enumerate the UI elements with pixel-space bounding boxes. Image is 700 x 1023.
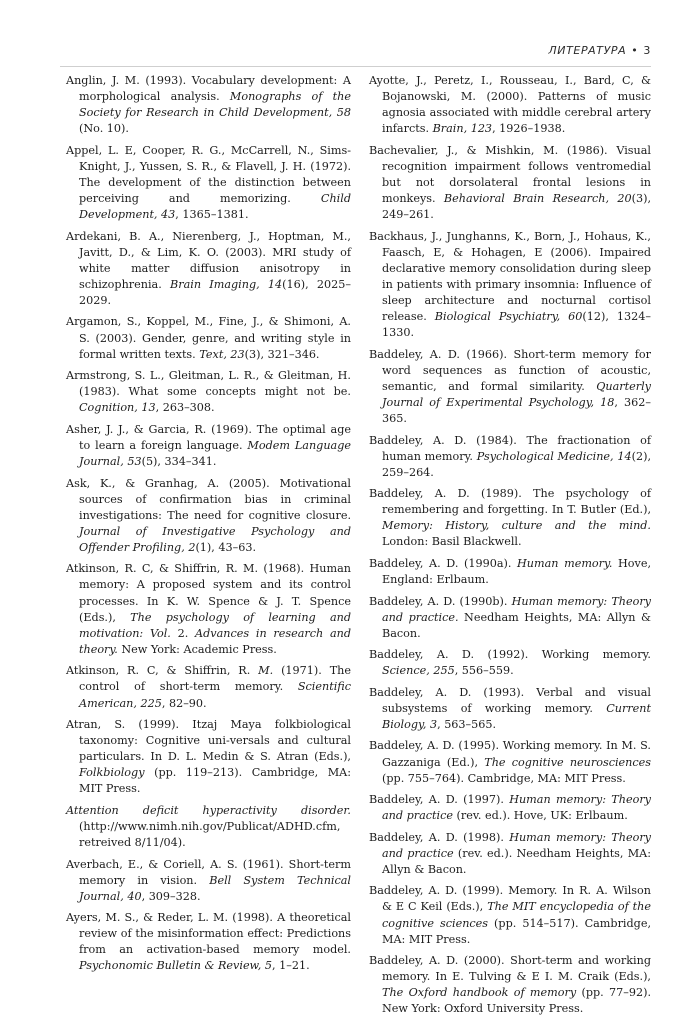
reference-title: Attention deficit hyperactivity disorder. bbox=[66, 803, 351, 817]
reference-entry bbox=[369, 433, 651, 481]
reference-title: Quarterly Journal of Experimental Psychology, 18 bbox=[382, 379, 651, 409]
reference-entry bbox=[66, 857, 351, 905]
reference-text: (3), 321–346. bbox=[244, 347, 320, 361]
reference-entry bbox=[66, 143, 351, 223]
reference-text: (pp. 514–517). Cambridge, MA: MIT Press. bbox=[382, 916, 651, 946]
reference-entry bbox=[66, 663, 351, 711]
reference-text: Atkinson, R. C, & Shiffrin, R. M. (1968). Human memory: A proposed system and its control processes. In K. W. Spence & J. T. Spence (Eds.), bbox=[66, 562, 351, 624]
reference-entry bbox=[369, 685, 651, 733]
reference-text: Baddeley, A. D. (2000). Short-term and working memory. In E. Tulving & E I. M. Craik (Eds.), bbox=[369, 954, 651, 984]
reference-text: Baddeley, A. D. (1998). bbox=[369, 830, 510, 844]
reference-text: Asher, J. J., & Garcia, R. (1969). The optimal age to learn a foreign language. bbox=[66, 422, 351, 452]
reference-entry bbox=[369, 953, 651, 1017]
reference-text: Baddeley, A. D. (1984). The fractionation of human memory. bbox=[369, 433, 651, 463]
reference-text: Baddeley, A. D. (1990b). bbox=[369, 594, 512, 608]
reference-text: Appel, L. E, Cooper, R. G., McCarrell, N., Sims-Knight, J., Yussen, S. R., & Flavell, J. H. (1972). The development of the distinction between perceiving and memorizing. bbox=[66, 143, 351, 206]
reference-text: (1971). The control of short-term memory. bbox=[79, 664, 351, 694]
reference-title: Brain Imaging, 14 bbox=[170, 277, 283, 291]
reference-text: Averbach, E., & Coriell, A. S. (1961). Short-term memory in vision. bbox=[66, 857, 351, 887]
page-number: 3 bbox=[643, 44, 651, 57]
reference-text: , 82–90. bbox=[161, 696, 207, 710]
reference-text: Argamon, S., Koppel, M., Fine, J., & Shimoni, A. S. (2003). Gender, genre, and writing style in formal written texts. bbox=[66, 315, 351, 361]
header-separator: • bbox=[631, 44, 639, 57]
reference-text: (pp. 755–764). Cambridge, MA: MIT Press. bbox=[382, 771, 626, 785]
reference-entry bbox=[66, 803, 351, 851]
reference-text: , 556–559. bbox=[454, 664, 514, 678]
reference-title: Cognition, 13 bbox=[79, 401, 156, 415]
reference-entry bbox=[369, 830, 651, 878]
reference-text: , 1926–1938. bbox=[492, 122, 566, 136]
reference-entry bbox=[369, 73, 651, 137]
reference-title: Human memory: Theory and practice bbox=[382, 793, 651, 823]
reference-text: (1), 43–63. bbox=[195, 540, 257, 554]
reference-text: , 362–365. bbox=[382, 395, 651, 426]
reference-entry bbox=[66, 561, 351, 658]
reference-entry bbox=[66, 73, 351, 137]
reference-text: Bachevalier, J., & Mishkin, M. (1986). Visual recognition impairment follows ventromedial but not dorsolateral frontal lesions in monkeys. bbox=[369, 143, 651, 206]
reference-title: Human memory. bbox=[517, 556, 613, 570]
reference-text: , 1365–1381. bbox=[175, 208, 249, 222]
reference-text: (No. 10). bbox=[79, 122, 129, 136]
right-column bbox=[369, 73, 651, 1023]
reference-entry bbox=[66, 717, 351, 797]
reference-title: Biological Psychiatry, 60 bbox=[434, 310, 583, 324]
reference-text: Atran, S. (1999). Itzaj Maya folkbiological taxonomy: Cognitive uni-versals and cultural particulars. In D. L. Medin & S. Atran (Eds.), bbox=[66, 717, 351, 764]
reference-text: Armstrong, S. L., Gleitman, L. R., & Gleitman, H. (1983). What some concepts might not be. bbox=[66, 369, 351, 399]
reference-text: (16), 2025–2029. bbox=[79, 277, 351, 307]
reference-text: (2), 259–264. bbox=[382, 449, 651, 479]
reference-text: Needham Heights, MA: Allyn & Bacon. bbox=[382, 610, 651, 640]
reference-title: Child Development, 43 bbox=[79, 192, 351, 222]
reference-text: Ask, K., & Granhag, A. (2005). Motivational sources of confirmation bias in criminal investigations: The need for cognitive closure. bbox=[66, 476, 351, 522]
reference-text: Baddeley, A. D. (1997). bbox=[369, 793, 510, 807]
reference-title: Scientific American, 225 bbox=[79, 680, 351, 710]
reference-text: Baddeley, A. D. (1999). Memory. In R. A. Wilson & E C Keil (Eds.), bbox=[369, 884, 651, 914]
reference-title: Folkbiology bbox=[79, 766, 145, 780]
reference-title: Text, 23 bbox=[199, 347, 245, 361]
reference-entry bbox=[369, 347, 651, 427]
reference-entry bbox=[66, 368, 351, 416]
reference-entry bbox=[369, 792, 651, 824]
reference-title: Bell System Technical Journal, 40 bbox=[79, 873, 351, 903]
reference-title: Current Biology, 3 bbox=[382, 701, 651, 731]
reference-entry bbox=[66, 314, 351, 362]
reference-text: Ayers, M. S., & Reder, L. M. (1998). A theoretical review of the misinformation effect: Predictions from an activation-based memory model. bbox=[66, 911, 351, 957]
reference-entry bbox=[369, 738, 651, 786]
reference-entry bbox=[66, 229, 351, 309]
reference-text: (pp. 119–213). Cambridge, MA: MIT Press. bbox=[79, 766, 351, 796]
reference-text: Ardekani, B. A., Nierenberg, J., Hoptman, M., Javitt, D., & Lim, K. O. (2003). MRI study of white matter diffusion anisotropy in schizophrenia. bbox=[66, 229, 351, 291]
reference-entry bbox=[66, 476, 351, 556]
reference-text: Baddeley, A. D. (1966). Short-term memory for word sequences as function of acoustic, semantic, and formal similarity. bbox=[369, 347, 651, 393]
reference-entry bbox=[369, 594, 651, 642]
reference-text: (3), 249–261. bbox=[382, 192, 652, 222]
reference-text: New York: Academic Press. bbox=[117, 642, 277, 656]
reference-entry bbox=[369, 883, 651, 947]
reference-text: (rev. ed.). Hove, UK: Erlbaum. bbox=[453, 809, 628, 823]
header-rule bbox=[60, 66, 651, 67]
reference-title: The psychology of learning and motivation: Vol. bbox=[79, 610, 351, 640]
reference-title: Modem Language Journal, 53 bbox=[79, 438, 351, 469]
reference-text: (pp. 77–92). New York: Oxford University Press. bbox=[382, 986, 651, 1016]
reference-entry bbox=[66, 422, 351, 470]
reference-text: Baddeley, A. D. (1992). Working memory. bbox=[369, 648, 651, 662]
reference-title: The cognitive neurosciences bbox=[484, 755, 652, 769]
reference-text: Ayotte, J., Peretz, I., Rousseau, I., Bard, C, & Bojanowski, M. (2000). Patterns of music agnosia associated with middle cerebral artery infarcts. bbox=[369, 74, 651, 136]
reference-title: Memory: History, culture and the mind. bbox=[382, 519, 651, 533]
reference-text: (http://www.nimh.nih.gov/Publicat/ADHD.cfm, retreived 8/11/04). bbox=[79, 819, 341, 850]
reference-text: London: Basil Blackwell. bbox=[382, 535, 522, 549]
reference-entry bbox=[369, 647, 651, 679]
reference-title: Brain, 123 bbox=[432, 122, 493, 136]
reference-text: Anglin, J. M. (1993). Vocabulary development: A morphological analysis. bbox=[66, 74, 351, 104]
reference-text: (12), 1324–1330. bbox=[382, 310, 651, 340]
reference-entry bbox=[66, 910, 351, 974]
reference-title: Behavioral Brain Research, 20 bbox=[443, 192, 632, 206]
reference-text: , 309–328. bbox=[141, 889, 201, 903]
reference-text: , 563–565. bbox=[437, 717, 497, 731]
reference-text: Hove, England: Erlbaum. bbox=[382, 556, 652, 587]
reference-text: Atkinson, R. C, & Shiffrin, R. bbox=[66, 664, 259, 678]
reference-title: Advances in research and theory. bbox=[79, 626, 351, 656]
reference-text: , 1–21. bbox=[272, 959, 310, 973]
reference-text: Baddeley, A. D. (1995). Working memory. In M. S. Gazzaniga (Ed.), bbox=[369, 739, 651, 769]
reference-title: The MIT encyclopedia of the cognitive sciences bbox=[382, 900, 651, 930]
reference-title: Psychonomic Bulletin & Review, 5 bbox=[79, 959, 273, 973]
reference-entry bbox=[369, 143, 651, 223]
reference-title: Human memory: Theory and practice. bbox=[382, 594, 652, 624]
reference-title: Journal of Investigative Psychology and Offender Profiling, 2 bbox=[79, 524, 351, 554]
left-column bbox=[66, 73, 351, 980]
reference-text: Baddeley, A. D. (1990a). bbox=[369, 556, 518, 570]
reference-text: Backhaus, J., Junghanns, K., Born, J., Hohaus, K., Faasch, E, & Hohagen, E (2006). Impaired declarative memory consolidation during sleep in patients with primary insomnia: Influence of sleep architecture and nocturnal cortisol release. bbox=[369, 229, 651, 324]
reference-text: 2. bbox=[170, 626, 196, 640]
reference-entry bbox=[369, 229, 651, 342]
reference-title: Psychological Medicine, 14 bbox=[476, 449, 632, 463]
reference-text: (5), 334–341. bbox=[141, 455, 217, 469]
reference-title: Science, 255 bbox=[382, 664, 455, 678]
running-title: ЛИТЕРАТУРА bbox=[548, 44, 627, 57]
reference-text: , 263–308. bbox=[155, 401, 215, 415]
reference-text: Baddeley, A. D. (1993). Verbal and visual subsystems of working memory. bbox=[369, 685, 651, 715]
reference-title: M. bbox=[258, 664, 274, 678]
reference-title: Monographs of the Society for Research in Child Development, 58 bbox=[79, 90, 351, 120]
reference-text: (rev. ed.). Needham Heights, MA: Allyn & Bacon. bbox=[382, 846, 652, 876]
reference-entry bbox=[369, 486, 651, 550]
reference-title: Human memory: Theory and practice bbox=[382, 830, 651, 860]
reference-entry bbox=[369, 556, 651, 588]
reference-title: The Oxford handbook of memory bbox=[382, 986, 577, 1000]
running-header bbox=[60, 44, 651, 57]
reference-text: Baddeley, A. D. (1989). The psychology of remembering and forgetting. In T. Butler (Ed.), bbox=[369, 487, 651, 517]
